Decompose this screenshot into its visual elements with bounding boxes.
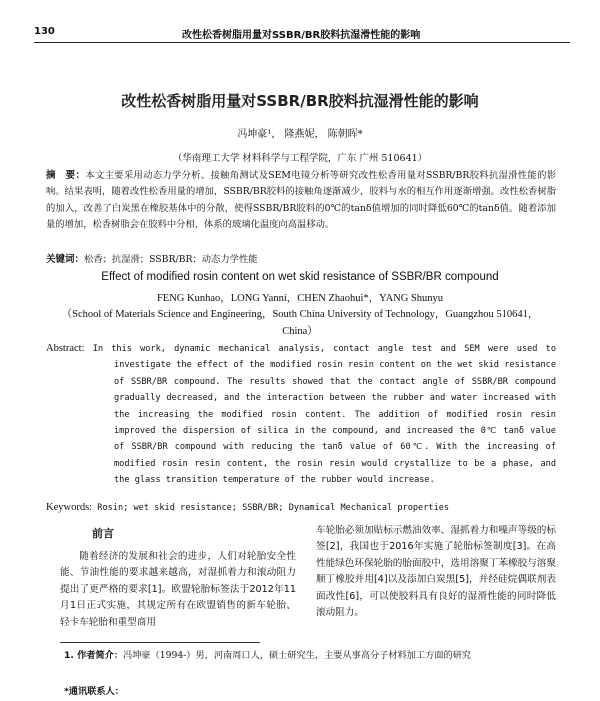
affiliation-cn: （华南理工大学 材料科学与工程学院，广东 广州 510641） — [172, 153, 428, 164]
footnote-divider — [60, 642, 260, 643]
section-heading-intro: 前言 — [92, 527, 114, 540]
keywords-en — [46, 502, 566, 513]
footnote-author-text: 冯坤豪（1994-）男，河南周口人，硕士研究生，主要从事高分子材料加工方面的研究 — [123, 650, 472, 661]
running-header — [34, 24, 570, 43]
affiliation-en: （School of Materials Science and Engineering，South China University of Technology，Guangzhou 510641，China） — [61, 309, 539, 337]
body-paragraph-right: 车轮胎必须加贴标示燃油效率、湿抓着力和噪声等级的标签[2]，我国也于2016年实施了轮胎标签制度[3]。在高性能绿色环保轮胎的胎面胶中，选用溶聚丁苯橡胶与溶聚顺丁橡胶并用[4]以及添加白炭黑[5]，并经硅烷偶联剂表面改性[6]，可以使胶料具有良好的湿滑性能的同时降低滚动阻力。 — [316, 525, 556, 619]
abstract-cn-label: 摘 要： — [46, 170, 86, 181]
keywords-cn-label: 关键词： — [46, 254, 85, 265]
body-paragraph-left: 随着经济的发展和社会的进步，人们对轮胎安全性能、节油性能的要求越来越高，对湿抓着力和滚动阻力提出了更严格的要求[1]。欧盟轮胎标签法于2012年11月1日正式实施，其规定所有在欧盟销售的新车轮胎、轻卡车轮胎和重型商用 — [60, 551, 296, 628]
abstract-en-label: Abstract: — [46, 343, 85, 354]
footnote-corresponding: *通讯联系人： — [64, 686, 124, 697]
page-number: 130 — [34, 26, 55, 37]
paper-title-cn: 改性松香树脂用量对SSBR/BR胶料抗湿滑性能的影响 — [121, 92, 479, 110]
keywords-en-text: Rosin; wet skid resistance; SSBR/BR; Dynamical Mechanical properties — [97, 503, 450, 513]
body-column-left — [60, 549, 296, 631]
abstract-en-text: In this work, dynamic mechanical analysis, contact angle test and SEM were used to investigate the effect of the modified rosin resin content on the wet skid resistance of SSBR/BR compound. The results showed that the contact angle of SSBR/BR compound gradually decreased, and the interaction between the rubber and water increased with the increasing the modified rosin content. The addition of modified rosin resin improved the dispersion of silica in the compound, and increased the 0℃ tanδ value of SSBR/BR compound with reducing the tanδ value of 60℃. With the increasing of modified rosin resin content, the rosin resin would crystallize to be a phase, and the glass transition temperature of the rubber would increase. — [92, 344, 556, 486]
authors-en: FENG Kunhao，LONG Yanni，CHEN Zhaohui*，YANG Shunyu — [156, 293, 444, 304]
paper-title-en: Effect of modified rosin content on wet skid resistance of SSBR/BR compound — [101, 271, 499, 283]
authors-cn: 冯坤豪¹， 隆燕妮， 陈朝晖* — [237, 129, 363, 140]
abstract-cn-text: 本文主要采用动态力学分析、接触角测试及SEM电镜分析等研究改性松香用量对SSBR/BR胶料抗湿滑性能的影响。结果表明，随着改性松香用量的增加，SSBR/BR胶料的接触角逐渐减少，胶料与水的相互作用逐渐增强。改性松香树脂的加入，改善了白炭黑在橡胶基体中的分散，使得SSBR/BR胶料的0℃的tanδ值增加的同时降低60℃的tanδ值。随着添加量的增加，松香树脂会在胶料中分相，体系的玻璃化温度向高温移动。 — [46, 170, 556, 230]
abstract-cn — [46, 168, 556, 233]
keywords-cn-text: 松香；抗湿滑；SSBR/BR；动态力学性能 — [84, 254, 258, 265]
keywords-en-label: Keywords: — [46, 502, 93, 513]
abstract-en — [46, 341, 556, 489]
footnote-author-bio — [64, 648, 554, 664]
keywords-cn — [46, 251, 556, 265]
footnote-author-label: 1. 作者简介： — [64, 650, 124, 661]
running-title: 改性松香树脂用量对SSBR/BR胶料抗湿滑性能的影响 — [182, 30, 421, 41]
body-column-right — [316, 523, 556, 621]
